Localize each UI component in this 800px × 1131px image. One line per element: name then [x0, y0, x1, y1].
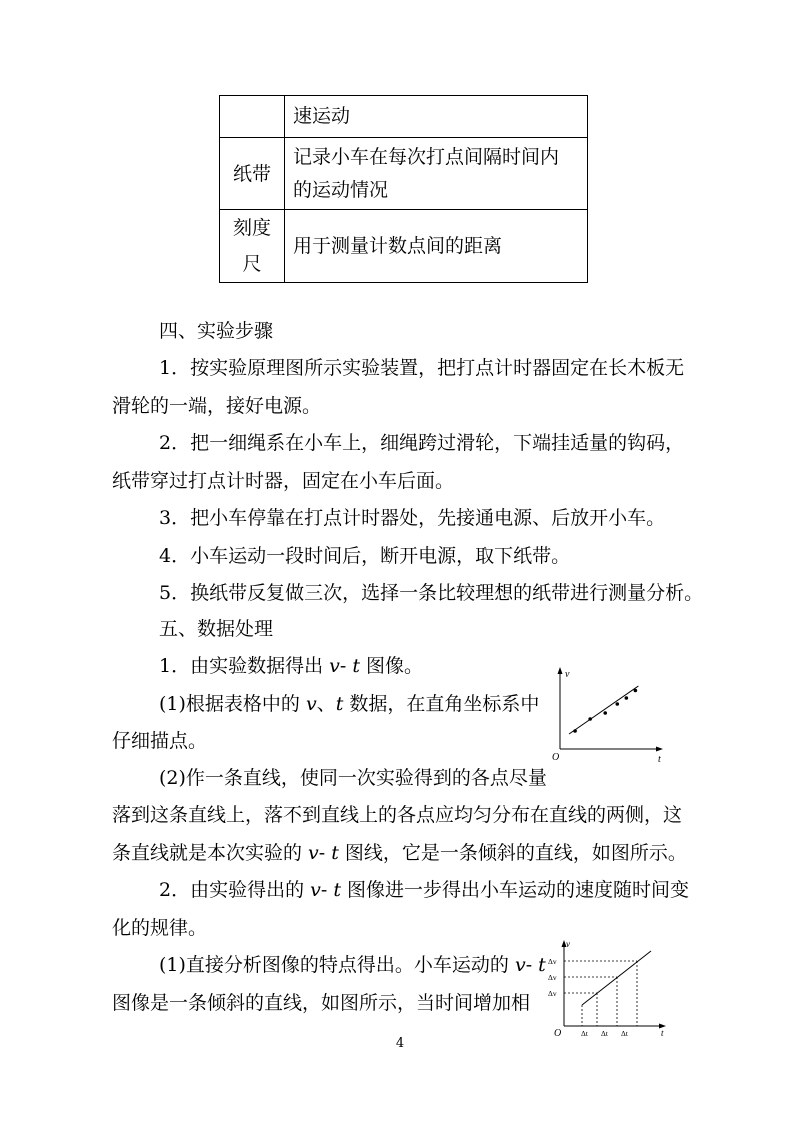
data-point [625, 696, 629, 700]
x-axis-label: t [658, 754, 661, 765]
paragraph-line: 5．换纸带反复做三次，选择一条比较理想的纸带进行测量分析。 [159, 582, 704, 604]
data-point [634, 689, 638, 693]
paragraph-line: 2．把一细绳系在小车上，细绳跨过滑轮，下端挂适量的钩码， [159, 432, 685, 454]
text-run: 条直线就是本次实验的 [112, 842, 309, 864]
desc-line: 记录小车在每次打点间隔时间内 [293, 145, 560, 168]
data-point [573, 729, 577, 733]
var-t: t [335, 693, 344, 715]
paragraph-line [159, 872, 689, 910]
page-number: 4 [395, 1036, 405, 1051]
paragraph-line: 3．把小车停靠在打点计时器处，先接通电源、后放开小车。 [159, 507, 666, 529]
name-line: 刻度 [232, 217, 271, 239]
section-heading: 五、数据处理 [159, 618, 274, 640]
table-row [220, 96, 588, 138]
text-run: (1)直接分析图像的特点得出。小车运动的 [159, 954, 515, 976]
var-t: t [538, 954, 546, 976]
table-cell-desc [285, 138, 588, 210]
text-run: (1)根据表格中的 [159, 693, 306, 715]
section-heading: 四、实验步骤 [159, 320, 274, 342]
paragraph-line: 滑轮的一端，接好电源。 [112, 395, 322, 417]
text-run: 2．由实验得出的 [159, 879, 311, 901]
text-run: - [318, 842, 332, 864]
x-tick-label: Δt [621, 1029, 628, 1038]
y-axis-label: v [566, 939, 570, 949]
paragraph-line: 4．小车运动一段时间后，断开电源，取下纸带。 [159, 545, 571, 567]
x-tick-label: Δt [601, 1029, 608, 1038]
y-tick-label: Δv [548, 973, 557, 982]
name-line: 尺 [242, 253, 262, 275]
table-cell-desc: 用于测量计数点间的距离 [285, 210, 588, 283]
paragraph-line: 图像是一条倾斜的直线，如图所示，当时间增加相 [112, 992, 531, 1014]
text-run: 图像。 [359, 655, 424, 677]
paragraph-line [112, 835, 687, 873]
table-cell-name: 纸带 [220, 138, 285, 210]
text-run: - [320, 879, 334, 901]
paragraph-line: 纸带穿过打点计时器，固定在小车后面。 [112, 470, 455, 492]
desc-line: 的运动情况 [293, 178, 389, 201]
fit-line [569, 686, 638, 734]
var-v: v [514, 954, 526, 976]
x-axis-label: t [661, 1028, 664, 1038]
table-cell-desc: 速运动 [285, 96, 588, 138]
origin-label: O [552, 752, 560, 763]
var-t: t [333, 879, 341, 901]
table-cell-name [220, 210, 285, 283]
var-v: v [329, 655, 340, 677]
vt-graph-increments [548, 935, 673, 1040]
text-run: 数据，在直角坐标系中 [343, 693, 540, 715]
y-tick-label: Δv [548, 957, 557, 966]
table-row [220, 138, 588, 210]
vt-line [582, 951, 651, 1005]
vt-graph-scatter [545, 665, 675, 765]
paragraph-line: 仔细描点。 [112, 730, 208, 752]
text-run: 图线，它是一条倾斜的直线，如图所示。 [338, 842, 687, 864]
y-axis-arrow [558, 667, 563, 674]
data-point [615, 702, 619, 706]
data-point [603, 711, 607, 715]
chart-marks [569, 686, 638, 734]
var-v: v [308, 842, 319, 864]
paragraph-line [159, 648, 423, 686]
paragraph-line: (2)作一条直线，使同一次实验得到的各点尽量 [159, 767, 547, 789]
x-tick-label: Δt [581, 1029, 588, 1038]
y-tick-label: Δv [548, 989, 557, 998]
paragraph-line: 化的规律。 [112, 917, 208, 939]
origin-label: O [554, 1028, 562, 1039]
y-axis-label: v [565, 669, 570, 680]
text-run: 1．由实验数据得出 [159, 655, 330, 677]
data-point [588, 717, 592, 721]
text-run: - [339, 655, 353, 677]
text-run: - [525, 954, 539, 976]
var-v: v [305, 693, 317, 715]
paragraph-line [159, 947, 546, 985]
text-run: 图像进一步得出小车运动的速度随时间变 [340, 879, 690, 901]
var-v: v [310, 879, 321, 901]
text-run: 、 [316, 693, 336, 715]
var-t: t [331, 842, 339, 864]
paragraph-line: 落到这条直线上，落不到直线上的各点应均匀分布在直线的两侧，这 [112, 804, 683, 826]
var-t: t [352, 655, 360, 677]
equipment-table [219, 95, 588, 283]
x-axis-arrow [656, 747, 663, 752]
paragraph-line: 1．按实验原理图所示实验装置，把打点计时器固定在长木板无 [159, 357, 685, 379]
paragraph-line [159, 686, 539, 724]
table-cell-name [220, 96, 285, 138]
table-row [220, 210, 588, 283]
